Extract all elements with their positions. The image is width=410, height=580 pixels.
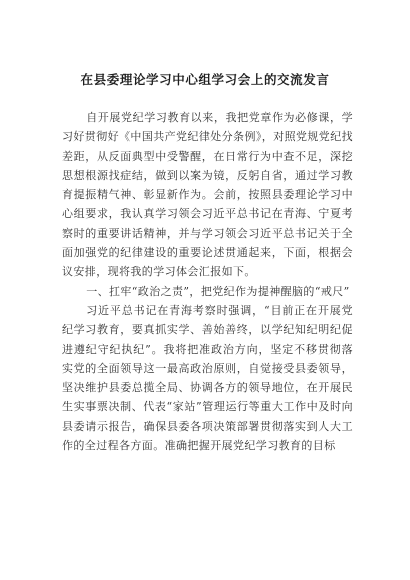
body-paragraph-section-1: 习近平总书记在青海考察时强调，“目前正在开展党纪学习教育，要真抓实学、善始善终，以学纪知纪明纪促进遵纪守纪执纪”。我将把准政治方向，坚定不移贯彻落实党的全面领导这一最高政治原则，自觉接受县委领导，坚决维护县委总揽全局、协调各方的领导地位，在开展民生实事票决制、代表“家站”管理运行等重大工作中及时向县委请示报告，确保县委各项决策部署贯彻落实到人大工作的全过程各方面。准确把握开展党纪学习教育的目标 <box>62 303 353 453</box>
section-heading-1: 一、扛牢“政治之责”，把党纪作为提神醒脑的“戒尺” <box>86 284 350 298</box>
document-body <box>62 108 353 455</box>
document-title: 在县委理论学习中心组学习会上的交流发言 <box>80 72 330 87</box>
body-paragraph-intro: 自开展党纪学习教育以来，我把党章作为必修课，学习好贯彻好《中国共产党纪律处分条例》，对照党规党纪找差距，从反面典型中受警醒，在日常行为中查不足，深挖思想根源找症结，做到以案为镜，反躬自省，通过学习教育提振精气神、彰显新作为。会前，按照县委理论学习中心组要求，我认真学习领会习近平总书记在青海、宁夏考察时的重要讲话精神，并与学习领会习近平总书记关于全面加强党的纪律建设的重要论述贯通起来，下面，根据会议安排，现将我的学习体会汇报如下。 <box>62 111 353 279</box>
